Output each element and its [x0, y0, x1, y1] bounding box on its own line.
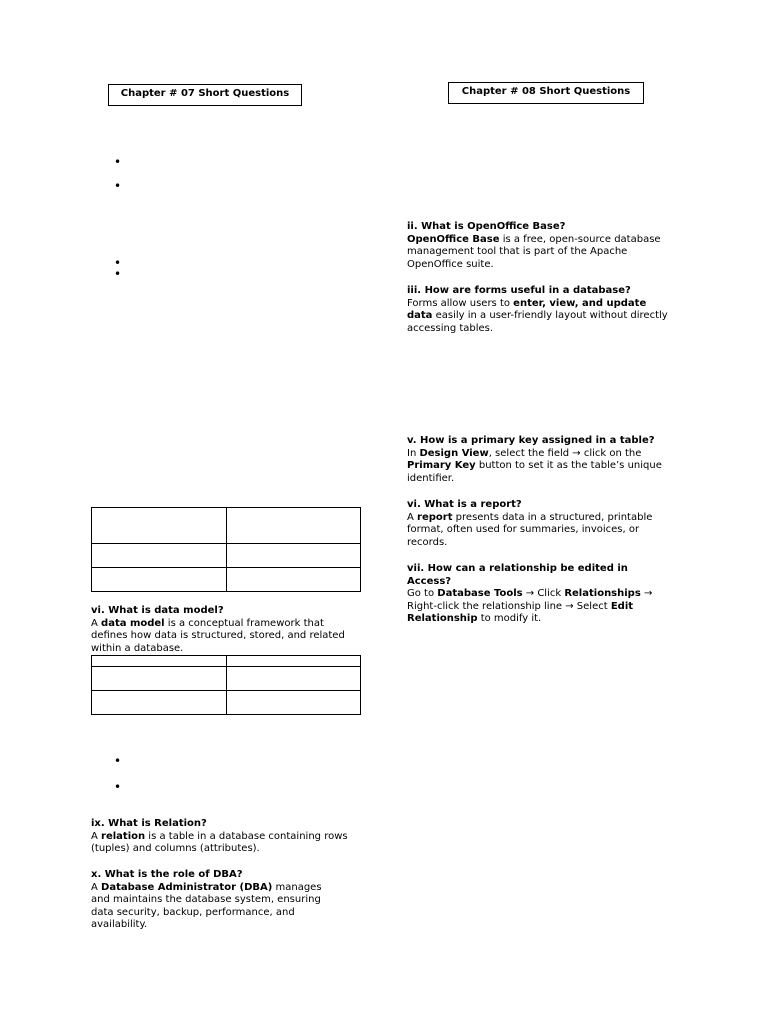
- bullet-marker: •: [114, 155, 122, 169]
- bullet-marker: •: [114, 267, 122, 281]
- bullet-marker: •: [114, 256, 122, 270]
- answer-bold-term: Database Tools: [437, 588, 523, 600]
- answer-text-run: → Right-click the relationship line → Select: [407, 588, 653, 612]
- answer-bold-term: enter, view, and update data: [407, 297, 647, 322]
- question-heading: v. How is a primary key assigned in a table?: [407, 435, 655, 446]
- empty-table: [91, 655, 361, 715]
- answer-text-run: manages and maintains the database system, ensuring data security, backup, performance, and availability.: [91, 881, 322, 931]
- answer-text-run: button to set it as the table’s unique identifier.: [407, 460, 662, 484]
- qa-item: [91, 818, 353, 856]
- answer-text-run: is a table in a database containing rows (tuples) and columns (attributes).: [91, 830, 348, 855]
- answer-text-run: Go to: [407, 588, 438, 600]
- table-cell: [226, 667, 361, 691]
- table-cell: [92, 667, 227, 691]
- question-heading: ix. What is Relation?: [91, 818, 207, 829]
- bullet-marker: •: [114, 754, 122, 768]
- answer-bold-term: report: [417, 511, 453, 523]
- table-cell: [226, 544, 361, 568]
- table-cell: [226, 656, 361, 667]
- answer-text-run: presents data in a structured, printable format, often used for summaries, invoices, or records.: [407, 511, 653, 548]
- table-cell: [226, 508, 361, 544]
- bullet-marker: •: [114, 780, 122, 794]
- question-heading: ii. What is OpenOffice Base?: [407, 221, 566, 232]
- table-cell: [92, 691, 227, 715]
- question-heading: vi. What is data model?: [91, 605, 224, 616]
- qa-item: [407, 285, 675, 335]
- answer-text-run: A: [91, 830, 102, 842]
- table-cell: [92, 568, 227, 592]
- answer-text-run: In: [407, 447, 420, 459]
- answer-bold-term: relation: [101, 830, 146, 842]
- answer-bold-term: Database Administrator (DBA): [101, 881, 273, 893]
- answer-text: [407, 234, 675, 272]
- question-heading: iii. How are forms useful in a database?: [407, 285, 631, 296]
- qa-item: [407, 435, 669, 485]
- qa-item: [407, 563, 669, 626]
- chapter-7-title-box: [108, 84, 302, 106]
- qa-item: [91, 869, 343, 932]
- answer-text: [91, 882, 343, 932]
- qa-item: [91, 605, 359, 655]
- table-cell: [226, 691, 361, 715]
- answer-bold-term: Relationships: [564, 588, 641, 600]
- answer-text-run: Forms allow users to: [407, 297, 514, 309]
- table-cell: [92, 508, 227, 544]
- bullet-marker: •: [114, 179, 122, 193]
- answer-text-run: is a free, open-source database management tool that is part of the Apache OpenOffice suite.: [407, 233, 661, 270]
- answer-text: [407, 588, 669, 626]
- answer-text: [407, 298, 675, 336]
- empty-table: [91, 507, 361, 592]
- answer-bold-term: Edit Relationship: [407, 600, 634, 625]
- answer-text-run: A: [91, 617, 102, 629]
- answer-text-run: is a conceptual framework that defines how data is structured, stored, and related within a database.: [91, 617, 345, 654]
- answer-bold-term: data model: [101, 617, 165, 629]
- answer-text: [91, 618, 359, 656]
- answer-text-run: to modify it.: [477, 613, 542, 625]
- answer-text: [407, 512, 659, 550]
- answer-text: [407, 448, 669, 486]
- chapter-8-title-box: [448, 82, 644, 104]
- answer-text-run: A: [91, 881, 102, 893]
- answer-text-run: , select the field → click on the: [488, 447, 642, 459]
- chapter-7-title: Chapter # 07 Short Questions: [120, 88, 290, 99]
- table-cell: [92, 544, 227, 568]
- question-heading: vii. How can a relationship be edited in Access?: [407, 563, 628, 587]
- chapter-8-title: Chapter # 08 Short Questions: [461, 86, 631, 97]
- answer-bold-term: Design View: [419, 447, 489, 459]
- table-cell: [92, 656, 227, 667]
- table-cell: [226, 568, 361, 592]
- answer-bold-term: OpenOffice Base: [407, 233, 500, 245]
- answer-text-run: A: [407, 511, 418, 523]
- question-heading: vi. What is a report?: [407, 499, 522, 510]
- qa-item: [407, 499, 659, 549]
- qa-item: [407, 221, 675, 271]
- answer-text-run: easily in a user-friendly layout without directly accessing tables.: [407, 310, 668, 334]
- question-heading: x. What is the role of DBA?: [91, 869, 243, 880]
- answer-text-run: → Click: [522, 588, 565, 600]
- answer-text: [91, 831, 353, 856]
- answer-bold-term: Primary Key: [407, 460, 476, 472]
